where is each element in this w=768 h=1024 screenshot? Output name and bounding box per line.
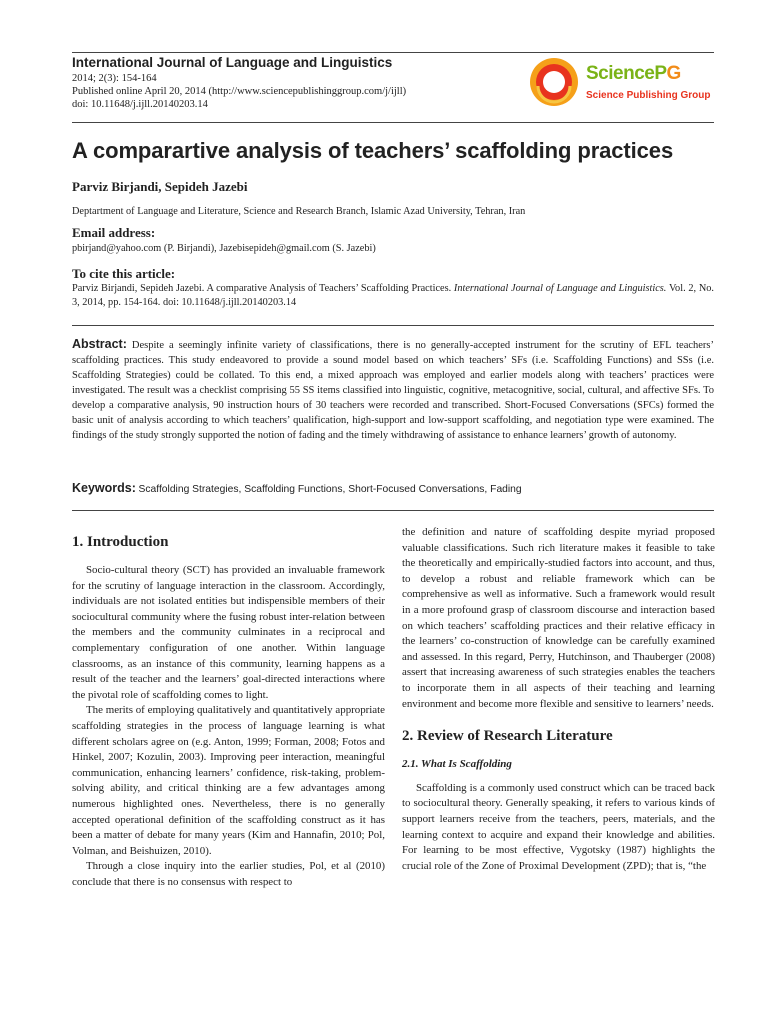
abstract-top-rule xyxy=(72,325,714,326)
abstract-text: Despite a seemingly infinite variety of classifications, there is no generally-accepted instrument for the scrutiny of EFL teachers’ scaffolding practices. This study endeavored to provide a sound model based on which teachers’ SFs (i.e. Scaffolding Functions) and SSs (i.e. Scaffolding Strategies) could be collated. To this end, a mixed approach was employed and earlier models along with teachers’ practices were investigated. The result was a checklist comprising 55 SS items classified into linguistic, cognitive, metacognitive, social, cultural, and affective SFs. To develop a comparative analysis, 90 instruction hours of 30 teachers were recorded and transcribed. Short-Focused Conversations (SFCs) formed the basic unit of analysis according to which teachers’ qualification, high-support and low-support scaffolding, and negotiation type were examined. The findings of the study strongly supported the notion of fading and the timely withdrawing of assistance to enhance learners’ growth of autonomy. xyxy=(72,340,715,441)
subsection-heading: 2.1. What Is Scaffolding xyxy=(402,758,512,771)
logo-wordmark-accent: G xyxy=(666,63,682,84)
paragraph: Scaffolding is a commonly used construct which can be traced back to sociocultural theory. Generally speaking, it refers to various kinds of support learners receive from the teachers, peers, materials, and the learning context to acquire and expand their knowledge and abilities. For learning to be most effective, Vygotsky (1987) highlights the crucial role of the Zone of Proximal Development (ZPD); that is, “the xyxy=(402,781,715,872)
paragraph: the definition and nature of scaffolding despite myriad proposed valuable classifications. Such rich literature makes it feasible to take the theoretically and empirically-studied factors into account, and thus, to develop a robust and reliable framework which can be comprehensive as well as informative. Such a framework would result in a more profound grasp of classroom discourse and interaction based on which teachers’ scaffolding practices and their relative efficacy in the learners’ co-construction of knowledge can be carefully examined and assessed. In this regard, Perry, Hutchinson, and Thauberger (2008) assert that increasing awareness of such strategies enables the teachers to incorporate them in all aspects of their teaching and learning environment and become more flexible and sensitive to learners’ needs. xyxy=(402,526,715,710)
journal-name: International Journal of Language and Linguistics xyxy=(72,55,393,70)
paper-title: A comparartive analysis of teachers’ scaffolding practices xyxy=(72,138,674,163)
keywords-label: Keywords: xyxy=(72,481,136,495)
section-heading-introduction: 1. Introduction xyxy=(72,534,169,550)
citation-details: Vol. 2, No. 3, 2014, pp. 154-164. doi: 10.11648/j.ijll.20140203.14 xyxy=(72,283,714,308)
paragraph: The merits of employing qualitatively and quantitatively appropriate scaffolding strategies in the process of language learning is what different scholars agree on (e.g. Anton, 1999; Forman, 2008; Fotos and Hinkel, 2007; Kozulin, 2003). Improving peer interaction, meaningful communication, enhancing learners’ confidence, risk-taking, problem-solving ability, and critical thinking are a few advantages among numerous highlighted ones. Nevertheless, there is no generally accepted operational definition of the scaffolding construct as it has been a matter of debate for many years (Kim and Hannafin, 2010; Pol, Volman, and Beishuizen, 2010). xyxy=(72,704,385,857)
doi-line[interactable]: doi: 10.11648/j.ijll.20140203.14 xyxy=(72,99,208,110)
citation-text: Parviz Birjandi, Sepideh Jazebi. A comparative Analysis of Teachers’ Scaffolding Practices. xyxy=(72,283,452,294)
authors: Parviz Birjandi, Sepideh Jazebi xyxy=(72,179,248,194)
publisher-logo[interactable] xyxy=(528,56,718,106)
right-column xyxy=(402,525,715,874)
citation xyxy=(72,282,714,310)
cite-heading: To cite this article: xyxy=(72,266,176,281)
header-rule xyxy=(72,122,714,123)
abstract-bottom-rule xyxy=(72,510,714,511)
paragraph: Through a close inquiry into the earlier studies, Pol, et al (2010) conclude that there is no consensus with respect to xyxy=(72,860,385,888)
email-heading: Email address: xyxy=(72,225,156,240)
affiliation: Deptartment of Language and Literature, Science and Research Branch, Islamic Azad University, Tehran, Iran xyxy=(72,206,526,217)
keywords xyxy=(72,481,714,495)
logo-wordmark: ScienceP xyxy=(586,63,667,84)
abstract-label: Abstract: xyxy=(72,337,127,351)
sciencepg-logo-icon xyxy=(528,56,580,108)
published-line[interactable]: Published online April 20, 2014 (http://www.sciencepublishinggroup.com/j/ijll) xyxy=(72,86,407,97)
abstract xyxy=(72,337,714,443)
top-rule xyxy=(72,52,714,53)
paragraph: Socio-cultural theory (SCT) has provided an invaluable framework for the scrutiny of language interaction in the classroom. Accordingly, individuals are not isolated entities but indispensible members of their sociocultural community where the fusing robust inter-relation between the members and the community culminates in a reciprocal and complementary configuration of one another. Within language classrooms, as an instance of this community, learning happens as a result of the teacher and the learners’ goal-directed interactions where the pivotal role of scaffolding comes to light. xyxy=(72,564,385,701)
email-addresses[interactable]: pbirjand@yahoo.com (P. Birjandi), Jazebisepideh@gmail.com (S. Jazebi) xyxy=(72,243,376,254)
section-heading-review: 2. Review of Research Literature xyxy=(402,728,613,745)
keywords-text: Scaffolding Strategies, Scaffolding Functions, Short-Focused Conversations, Fading xyxy=(138,484,522,495)
issue-line: 2014; 2(3): 154-164 xyxy=(72,73,157,84)
citation-journal: International Journal of Language and Linguistics. xyxy=(453,283,667,294)
publisher-name: Science Publishing Group xyxy=(586,90,711,101)
left-column xyxy=(72,532,385,890)
